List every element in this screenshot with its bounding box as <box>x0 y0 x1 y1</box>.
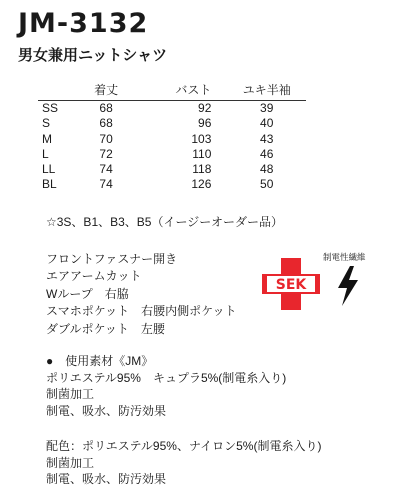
size-cell: LL <box>42 162 56 177</box>
bust-cell: 103 <box>191 131 212 146</box>
materials-section <box>46 353 286 419</box>
length-cell: 74 <box>99 177 113 192</box>
sek-text: SEK <box>275 277 307 293</box>
length-cell: 68 <box>99 101 113 115</box>
feature-item: Wループ 右脇 <box>46 286 129 301</box>
sleeve-cell: 40 <box>260 116 274 131</box>
sleeve-cell: 46 <box>260 146 274 161</box>
sleeve-cell: 48 <box>260 162 274 177</box>
table-row <box>38 162 306 177</box>
table-row <box>38 132 306 147</box>
length-cell: 68 <box>99 116 113 131</box>
feature-list <box>46 251 237 338</box>
table-row <box>38 177 306 192</box>
product-code: JM-3132 <box>18 8 149 39</box>
lightning-bolt-shape <box>338 266 358 306</box>
color-accent-line: 配色：ポリエステル95%、ナイロン5%(制電糸入り) <box>46 439 322 453</box>
materials-line: 制菌加工 <box>46 387 95 401</box>
size-table <box>38 80 306 193</box>
length-cell: 70 <box>99 131 113 146</box>
size-cell: L <box>42 146 49 161</box>
bust-cell: 96 <box>198 116 212 131</box>
materials-heading: ● 使用素材《JM》 <box>46 354 154 368</box>
color-accent-line: 制電、吸水、防汚効果 <box>46 472 167 486</box>
easy-order-note: ☆3S、B1、B3、B5（イージーオーダー品） <box>46 215 283 229</box>
sleeve-cell: 50 <box>260 177 274 192</box>
bust-cell: 92 <box>198 101 212 115</box>
color-accent-line: 制菌加工 <box>46 455 95 470</box>
bust-cell: 110 <box>192 146 212 161</box>
lightning-bolt-icon <box>336 266 360 306</box>
bust-cell: 126 <box>191 177 212 192</box>
sek-mark-icon <box>262 258 320 310</box>
header-size <box>38 80 76 101</box>
antistatic-label: 制電性繊維 <box>323 252 366 262</box>
length-cell: 74 <box>99 162 113 177</box>
length-cell: 72 <box>99 146 113 161</box>
header-length: 着丈 <box>76 80 137 101</box>
feature-item: スマホポケット 右腰内側ポケット <box>46 304 237 319</box>
product-name: 男女兼用ニットシャツ <box>18 46 168 64</box>
table-row <box>38 116 306 131</box>
size-cell: BL <box>42 177 57 192</box>
materials-line: 制電、吸水、防汚効果 <box>46 403 167 418</box>
size-cell: M <box>42 131 52 146</box>
color-accent-section <box>46 438 321 488</box>
table-row <box>38 147 306 162</box>
bust-cell: 118 <box>192 162 212 177</box>
size-table-header <box>38 80 306 101</box>
size-cell: S <box>42 116 51 131</box>
header-sleeve: ユキ半袖 <box>227 80 306 101</box>
feature-item: フロントファスナー開き <box>46 252 178 266</box>
feature-item: エアアームカット <box>46 269 142 284</box>
feature-item: ダブルポケット 左腰 <box>46 321 165 336</box>
header-bust: バスト <box>137 80 228 101</box>
materials-line: ポリエステル95% キュプラ5%(制電糸入り) <box>46 370 287 385</box>
sleeve-cell: 43 <box>260 131 274 146</box>
sleeve-cell: 39 <box>260 101 274 115</box>
table-row <box>38 101 306 117</box>
size-cell: SS <box>42 101 59 115</box>
